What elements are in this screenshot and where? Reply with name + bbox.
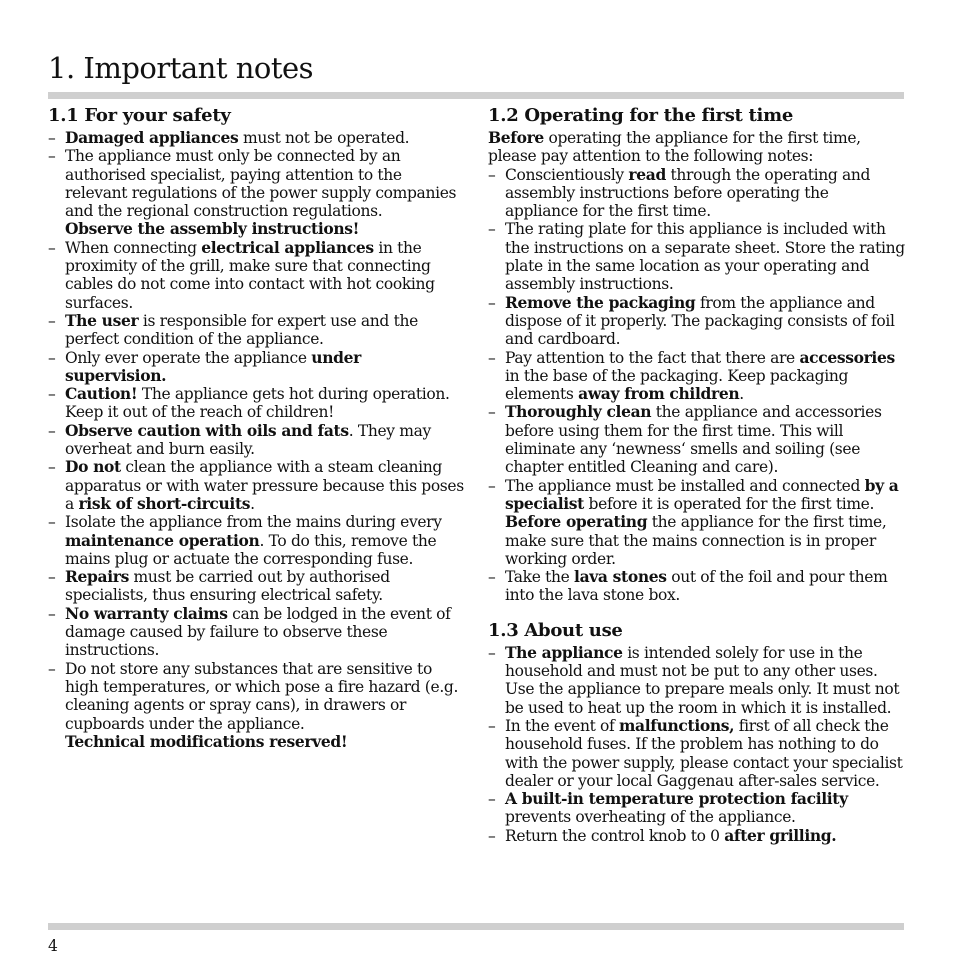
bullet-dash: –: [488, 293, 496, 312]
list-item: [488, 790, 906, 827]
list-item: [488, 294, 906, 349]
emphasis-text: after grilling.: [724, 825, 837, 845]
emphasis-text: under supervision.: [65, 347, 361, 385]
body-text: must not be operated.: [238, 129, 410, 147]
bullet-dash: –: [488, 643, 496, 662]
list-item: [488, 349, 906, 404]
list-item: [48, 312, 466, 349]
emphasis-text: Observe caution with oils and fats: [65, 420, 349, 440]
section-body: [488, 644, 906, 845]
bullet-dash: –: [48, 129, 56, 147]
emphasis-text: lava stones: [574, 567, 667, 587]
section-title: 1.1 For your safety: [48, 105, 231, 126]
list-item: [48, 349, 466, 386]
emphasis-text: The user: [65, 310, 139, 330]
bullet-dash: –: [488, 826, 496, 845]
list-item: [488, 717, 906, 790]
list-item-continuation: [48, 220, 466, 238]
list-item: [48, 660, 466, 733]
body-text: Only ever operate the appliance: [65, 348, 312, 367]
body-text: operating the appliance for the first time, please pay attention to the following notes:: [488, 129, 861, 166]
body-text: first of all check the household fuses. If the problem has nothing to do with the power supply, please contact your specialist dealer or your local Gaggenau after-sales service.: [505, 716, 903, 790]
bullet-dash: –: [488, 348, 496, 367]
section-safety: [48, 103, 466, 751]
bullet-dash: –: [48, 659, 56, 678]
list-item: [48, 458, 466, 513]
emphasis-text: risk of short-circuits: [78, 493, 251, 513]
body-text: the appliance and accessories before using them for the first time. This will eliminate any ‘newness‘ smells and soiling (see chapter entitled Cleaning and care).: [505, 403, 882, 477]
left-column: [48, 103, 466, 751]
emphasis-text: by a specialist: [505, 475, 899, 513]
list-item: [488, 220, 906, 293]
page-number: 4: [48, 937, 58, 955]
body-text: must be carried out by authorised specialists, thus ensuring electrical safety.: [65, 568, 390, 605]
bullet-dash: –: [488, 716, 496, 735]
emphasis-text: Technical modifications reserved!: [65, 731, 348, 751]
emphasis-text: read: [628, 164, 666, 184]
emphasis-text: Before: [488, 128, 544, 147]
emphasis-text: Repairs: [65, 567, 129, 587]
body-text: clean the appliance with a steam cleaning apparatus or with water pressure because this poses a: [65, 458, 464, 513]
list-item: [488, 827, 906, 845]
bullet-dash: –: [48, 458, 56, 477]
bullet-dash: –: [48, 147, 56, 166]
bullet-dash: –: [488, 476, 496, 495]
list-item: [48, 513, 466, 568]
body-text: Take the: [505, 568, 575, 587]
section-about-use: [488, 618, 906, 845]
list-item: [488, 403, 906, 476]
bullet-dash: –: [488, 165, 496, 184]
bullet-dash: –: [48, 421, 56, 440]
section-body: [488, 129, 906, 605]
list-item: [48, 605, 466, 660]
bullet-dash: –: [48, 513, 56, 532]
body-text: the appliance for the first time, make sure that the mains connection is in proper working order.: [505, 513, 887, 568]
body-text: is responsible for expert use and the perfect condition of the appliance.: [65, 311, 418, 349]
emphasis-text: Before operating: [505, 512, 648, 532]
emphasis-text: The appliance: [505, 642, 623, 662]
list-item: [488, 166, 906, 221]
body-text: in the base of the packaging. Keep packaging elements: [505, 366, 849, 404]
emphasis-text: Observe the assembly instructions!: [65, 219, 360, 239]
emphasis-text: maintenance operation: [65, 530, 260, 550]
emphasis-text: away from children: [578, 384, 740, 404]
bullet-dash: –: [48, 604, 56, 623]
paragraph: [488, 129, 906, 166]
page-title: 1. Important notes: [48, 51, 314, 85]
section-first-time: [488, 103, 906, 605]
list-item: [488, 568, 906, 605]
emphasis-text: A built-in temperature protection facility: [505, 789, 848, 809]
list-item: [48, 239, 466, 312]
body-text: from the appliance and dispose of it properly. The packaging consists of foil and cardboard.: [505, 293, 895, 349]
body-text: When connecting: [65, 238, 202, 257]
emphasis-text: No warranty claims: [65, 603, 228, 623]
body-text: The appliance must only be connected by an authorised specialist, paying attention to the relevant regulations of the power supply companies and the regional construction regulations.: [65, 147, 457, 221]
bullet-dash: –: [488, 568, 496, 587]
bullet-dash: –: [48, 348, 56, 367]
bottom-divider: [48, 923, 904, 930]
bullet-dash: –: [488, 790, 496, 809]
list-item-continuation: [488, 680, 906, 717]
list-item: [488, 477, 906, 568]
emphasis-text: Do not: [65, 457, 121, 477]
emphasis-text: Thoroughly clean: [505, 402, 652, 422]
body-text: In the event of: [505, 716, 619, 735]
emphasis-text: electrical appliances: [201, 237, 374, 257]
body-text: .: [739, 385, 744, 404]
body-text: Pay attention to the fact that there are: [505, 348, 800, 367]
emphasis-text: Remove the packaging: [505, 292, 696, 312]
body-text: in the proximity of the grill, make sure that connecting cables do not come into contact with hot cooking surfaces.: [65, 238, 435, 312]
body-text: Isolate the appliance from the mains during every: [65, 513, 442, 532]
list-item: [488, 644, 906, 681]
body-text: before it is operated for the first time.: [583, 494, 875, 513]
body-text: . To do this, remove the mains plug or actuate the corresponding fuse.: [65, 531, 437, 568]
body-text: . They may overheat and burn easily.: [65, 421, 431, 459]
list-item: [48, 147, 466, 220]
body-text: The appliance must be installed and connected: [505, 476, 865, 495]
body-text: can be lodged in the event of damage caused by failure to observe these instructions.: [65, 604, 451, 660]
right-column: [488, 103, 906, 845]
body-text: Do not store any substances that are sensitive to high temperatures, or which pose a fire hazard (e.g. cleaning agents or spray cans), in drawers or cupboards under the appliance.: [65, 659, 459, 733]
bullet-dash: –: [488, 403, 496, 422]
body-text: .: [250, 494, 255, 513]
section-title: 1.3 About use: [488, 619, 623, 641]
list-item: [48, 422, 466, 459]
emphasis-text: malfunctions,: [618, 715, 735, 735]
section-title: 1.2 Operating for the first time: [488, 105, 793, 126]
top-divider: [48, 92, 904, 99]
body-text: is intended solely for use in the household and must not be put to any other uses.: [505, 643, 878, 681]
body-text: The rating plate for this appliance is included with the instructions on a separate sheet. Store the rating plate in the same location as your operating and assembly instructions.: [505, 220, 905, 294]
body-text: prevents overheating of the appliance.: [505, 808, 796, 827]
emphasis-text: accessories: [799, 347, 895, 367]
bullet-dash: –: [488, 220, 496, 239]
list-item: [48, 385, 466, 422]
body-text: The appliance gets hot during operation. Keep it out of the reach of children!: [65, 385, 450, 422]
list-item: [48, 568, 466, 605]
emphasis-text: Caution!: [65, 384, 138, 404]
list-item-continuation: [48, 733, 466, 751]
body-text: Use the appliance to prepare meals only. It must not be used to heat up the room in which it is installed.: [505, 680, 900, 717]
emphasis-text: Damaged appliances: [65, 128, 239, 147]
body-text: through the operating and assembly instructions before operating the appliance for the first time.: [505, 165, 871, 221]
section-body: [48, 129, 466, 751]
body-text: out of the foil and pour them into the lava stone box.: [505, 568, 888, 605]
bullet-dash: –: [48, 238, 56, 257]
list-item: [48, 129, 466, 147]
body-text: Return the control knob to 0: [505, 826, 725, 845]
bullet-dash: –: [48, 385, 56, 404]
bullet-dash: –: [48, 311, 56, 330]
bullet-dash: –: [48, 568, 56, 587]
body-text: Conscientiously: [505, 165, 629, 184]
